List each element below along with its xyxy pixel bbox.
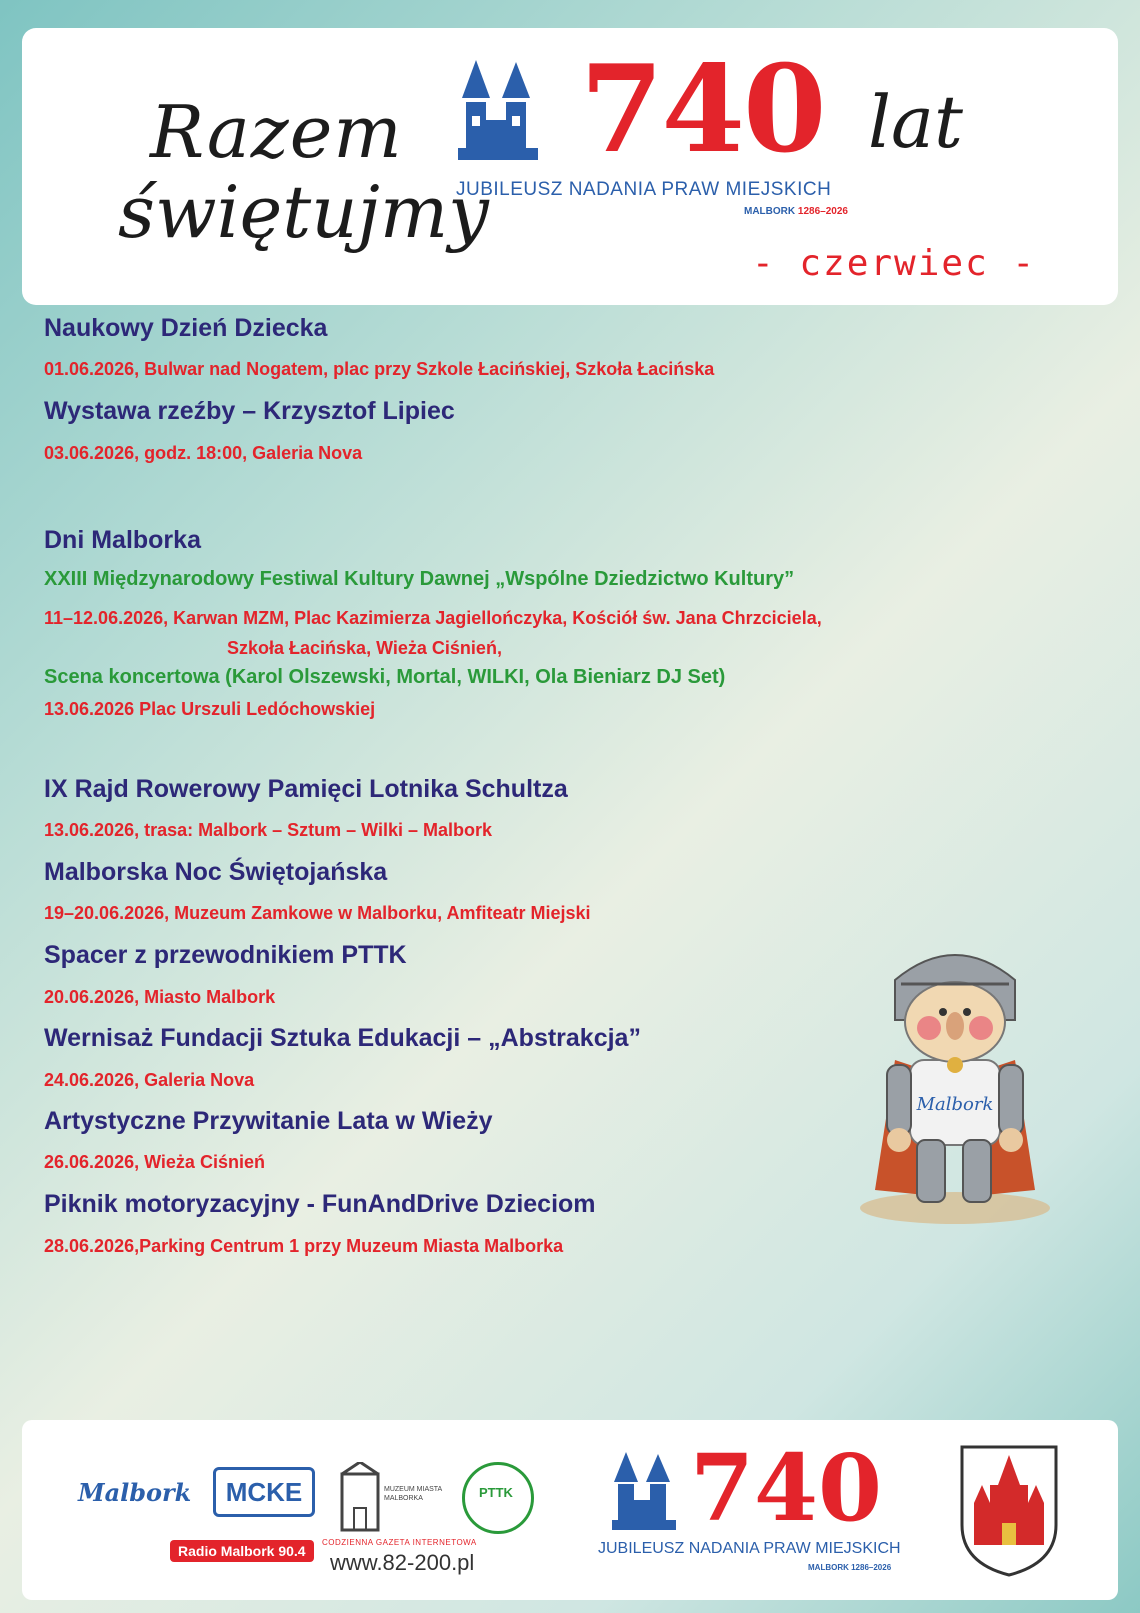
event-title: IX Rajd Rowerowy Pamięci Lotnika Schultza: [44, 775, 568, 803]
radio-malbork-logo: Radio Malbork 90.4: [170, 1540, 314, 1562]
concert-detail: 13.06.2026 Plac Urszuli Ledóchowskiej: [44, 699, 376, 719]
event-detail: 24.06.2026, Galeria Nova: [44, 1070, 255, 1090]
footer-anniversary-number: 740: [690, 1434, 883, 1542]
anniversary-number: 740: [580, 39, 825, 180]
festival-detail-cont: Szkoła Łacińska, Wieża Ciśnień,: [227, 638, 502, 658]
header-razem: Razem: [150, 90, 403, 174]
event-title: Piknik motoryzacyjny - FunAndDrive Dzieciom: [44, 1190, 596, 1218]
malbork-coat-of-arms-icon: [960, 1445, 1058, 1577]
event-title: Wystawa rzeźby – Krzysztof Lipiec: [44, 397, 455, 425]
event-title: Malborska Noc Świętojańska: [44, 858, 388, 886]
event-detail: 19–20.06.2026, Muzeum Zamkowe w Malborku, Amfiteatr Miejski: [44, 903, 591, 923]
footer-years: MALBORK 1286–2026: [808, 1563, 892, 1572]
knight-mascot-icon: [855, 940, 1055, 1225]
event-detail: 20.06.2026, Miasto Malbork: [44, 987, 276, 1007]
gazeta-caption: CODZIENNA GAZETA INTERNETOWA: [322, 1538, 477, 1547]
mcke-logo: MCKE: [213, 1467, 315, 1517]
event-detail: 01.06.2026, Bulwar nad Nogatem, plac przy Szkole Łacińskiej, Szkoła Łacińska: [44, 359, 715, 379]
event-title: Artystyczne Przywitanie Lata w Wieży: [44, 1107, 493, 1135]
event-detail: 03.06.2026, godz. 18:00, Galeria Nova: [44, 443, 363, 463]
footer-castle-icon: [612, 1452, 692, 1532]
event-title: Naukowy Dzień Dziecka: [44, 314, 328, 342]
years-range: 1286–2026: [797, 206, 848, 217]
dni-malborka-title: Dni Malborka: [44, 526, 201, 554]
month-label: - czerwiec -: [752, 243, 1037, 284]
malbork-city-logo: Malbork: [78, 1478, 192, 1507]
pttk-logo: [462, 1462, 534, 1534]
concert-title: Scena koncertowa (Karol Olszewski, Mortal, WILKI, Ola Bieniarz DJ Set): [44, 666, 726, 688]
festival-detail: 11–12.06.2026, Karwan MZM, Plac Kazimierza Jagiellończyka, Kościół św. Jana Chrzciciela,: [44, 608, 822, 628]
castle-towers-icon: [458, 60, 558, 164]
mascot-shirt-text: Malbork: [916, 1094, 994, 1115]
malbork-word: MALBORK: [744, 206, 796, 217]
malbork-years: [744, 206, 848, 217]
website-link[interactable]: www.82-200.pl: [330, 1550, 475, 1575]
event-title: Wernisaż Fundacji Sztuka Edukacji – „Abstrakcja”: [44, 1024, 641, 1052]
header-swietujmy: świętujmy: [118, 170, 489, 254]
muzeum-label: MUZEUM MIASTA MALBORKA: [384, 1486, 442, 1502]
festival-title: XXIII Międzynarodowy Festiwal Kultury Dawnej „Wspólne Dziedzictwo Kultury”: [44, 568, 795, 590]
event-detail: 28.06.2026,Parking Centrum 1 przy Muzeum Miasta Malborka: [44, 1236, 564, 1256]
header-lat: lat: [868, 80, 963, 164]
footer-panel: [22, 1420, 1118, 1600]
event-detail: 13.06.2026, trasa: Malbork – Sztum – Wilki – Malbork: [44, 820, 493, 840]
footer-jubilee-caption: JUBILEUSZ NADANIA PRAW MIEJSKICH: [598, 1540, 901, 1557]
jubilee-caption: JUBILEUSZ NADANIA PRAW MIEJSKICH: [456, 179, 832, 200]
event-detail: 26.06.2026, Wieża Ciśnień: [44, 1152, 265, 1172]
pttk-text: PTTK: [479, 1485, 513, 1500]
event-title: Spacer z przewodnikiem PTTK: [44, 941, 407, 969]
